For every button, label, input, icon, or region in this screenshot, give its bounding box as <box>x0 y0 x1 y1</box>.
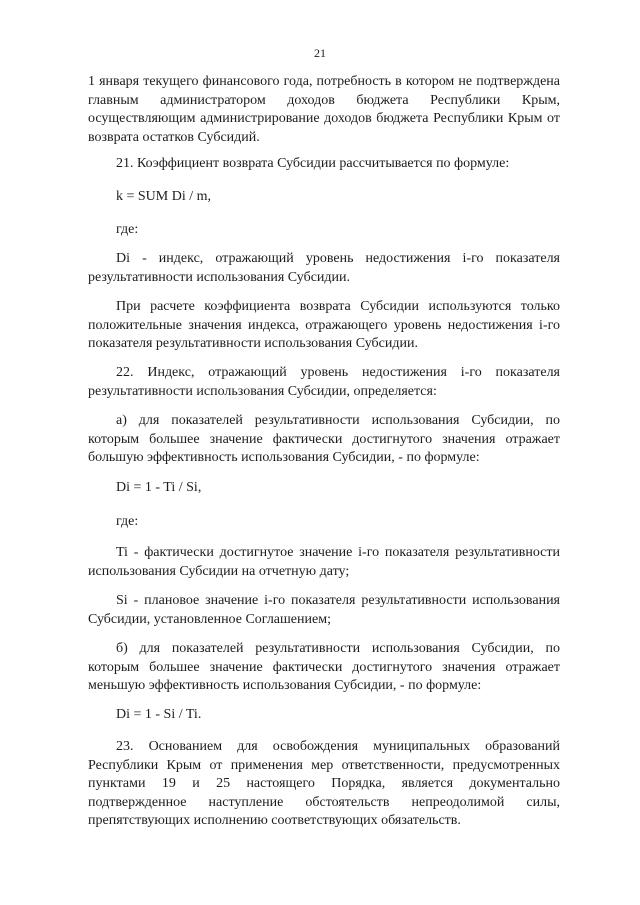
paragraph-22b: б) для показателей результативности использования Субсидии, по которым большее значение фактически достигнутого значения отражает меньшую эффективность использования Субсидии, - по формуле: <box>88 641 560 693</box>
where-label-2: где: <box>116 514 139 529</box>
formula-k: k = SUM Di / m, <box>116 189 212 204</box>
paragraph-23: 23. Основанием для освобождения муниципальных образований Республики Крым от применения мер ответственности, предусмотренных пунктами 19 и 25 настоящего Порядка, является документально подтвержденное наступление обстоятельств непреодолимой силы, препятствующих исполнению соответствующих обязательств. <box>88 739 560 828</box>
paragraph-positive-values: При расчете коэффициента возврата Субсидии используются только положительные значения индекса, отражающего уровень недостижения i-го показателя результативности использования Субсидии. <box>88 299 560 351</box>
definition-si: Si - плановое значение i-го показателя результативности использования Субсидии, установленное Соглашением; <box>88 593 560 627</box>
paragraph-continuation: 1 января текущего финансового года, потребность в котором не подтверждена главным администратором доходов бюджета Республики Крым, осуществляющим администрирование доходов бюджета Республики Крым от возврата остатков Субсидий. <box>88 74 560 145</box>
formula-di-a: Di = 1 - Ti / Si, <box>116 480 202 495</box>
where-label: где: <box>116 222 139 237</box>
formula-di-b: Di = 1 - Si / Ti. <box>116 707 202 722</box>
paragraph-22: 22. Индекс, отражающий уровень недостижения i-го показателя результативности использования Субсидии, определяется: <box>88 365 560 399</box>
definition-di: Di - индекс, отражающий уровень недостижения i-го показателя результативности использования Субсидии. <box>88 251 560 285</box>
definition-ti: Ti - фактически достигнутое значение i-го показателя результативности использования Субсидии на отчетную дату; <box>88 545 560 579</box>
paragraph-22a: а) для показателей результативности использования Субсидии, по которым большее значение фактически достигнутого значения отражает большую эффективность использования Субсидии, - по формуле: <box>88 413 560 465</box>
page-number: 21 <box>314 46 326 60</box>
paragraph-21: 21. Коэффициент возврата Субсидии рассчитывается по формуле: <box>116 156 510 171</box>
